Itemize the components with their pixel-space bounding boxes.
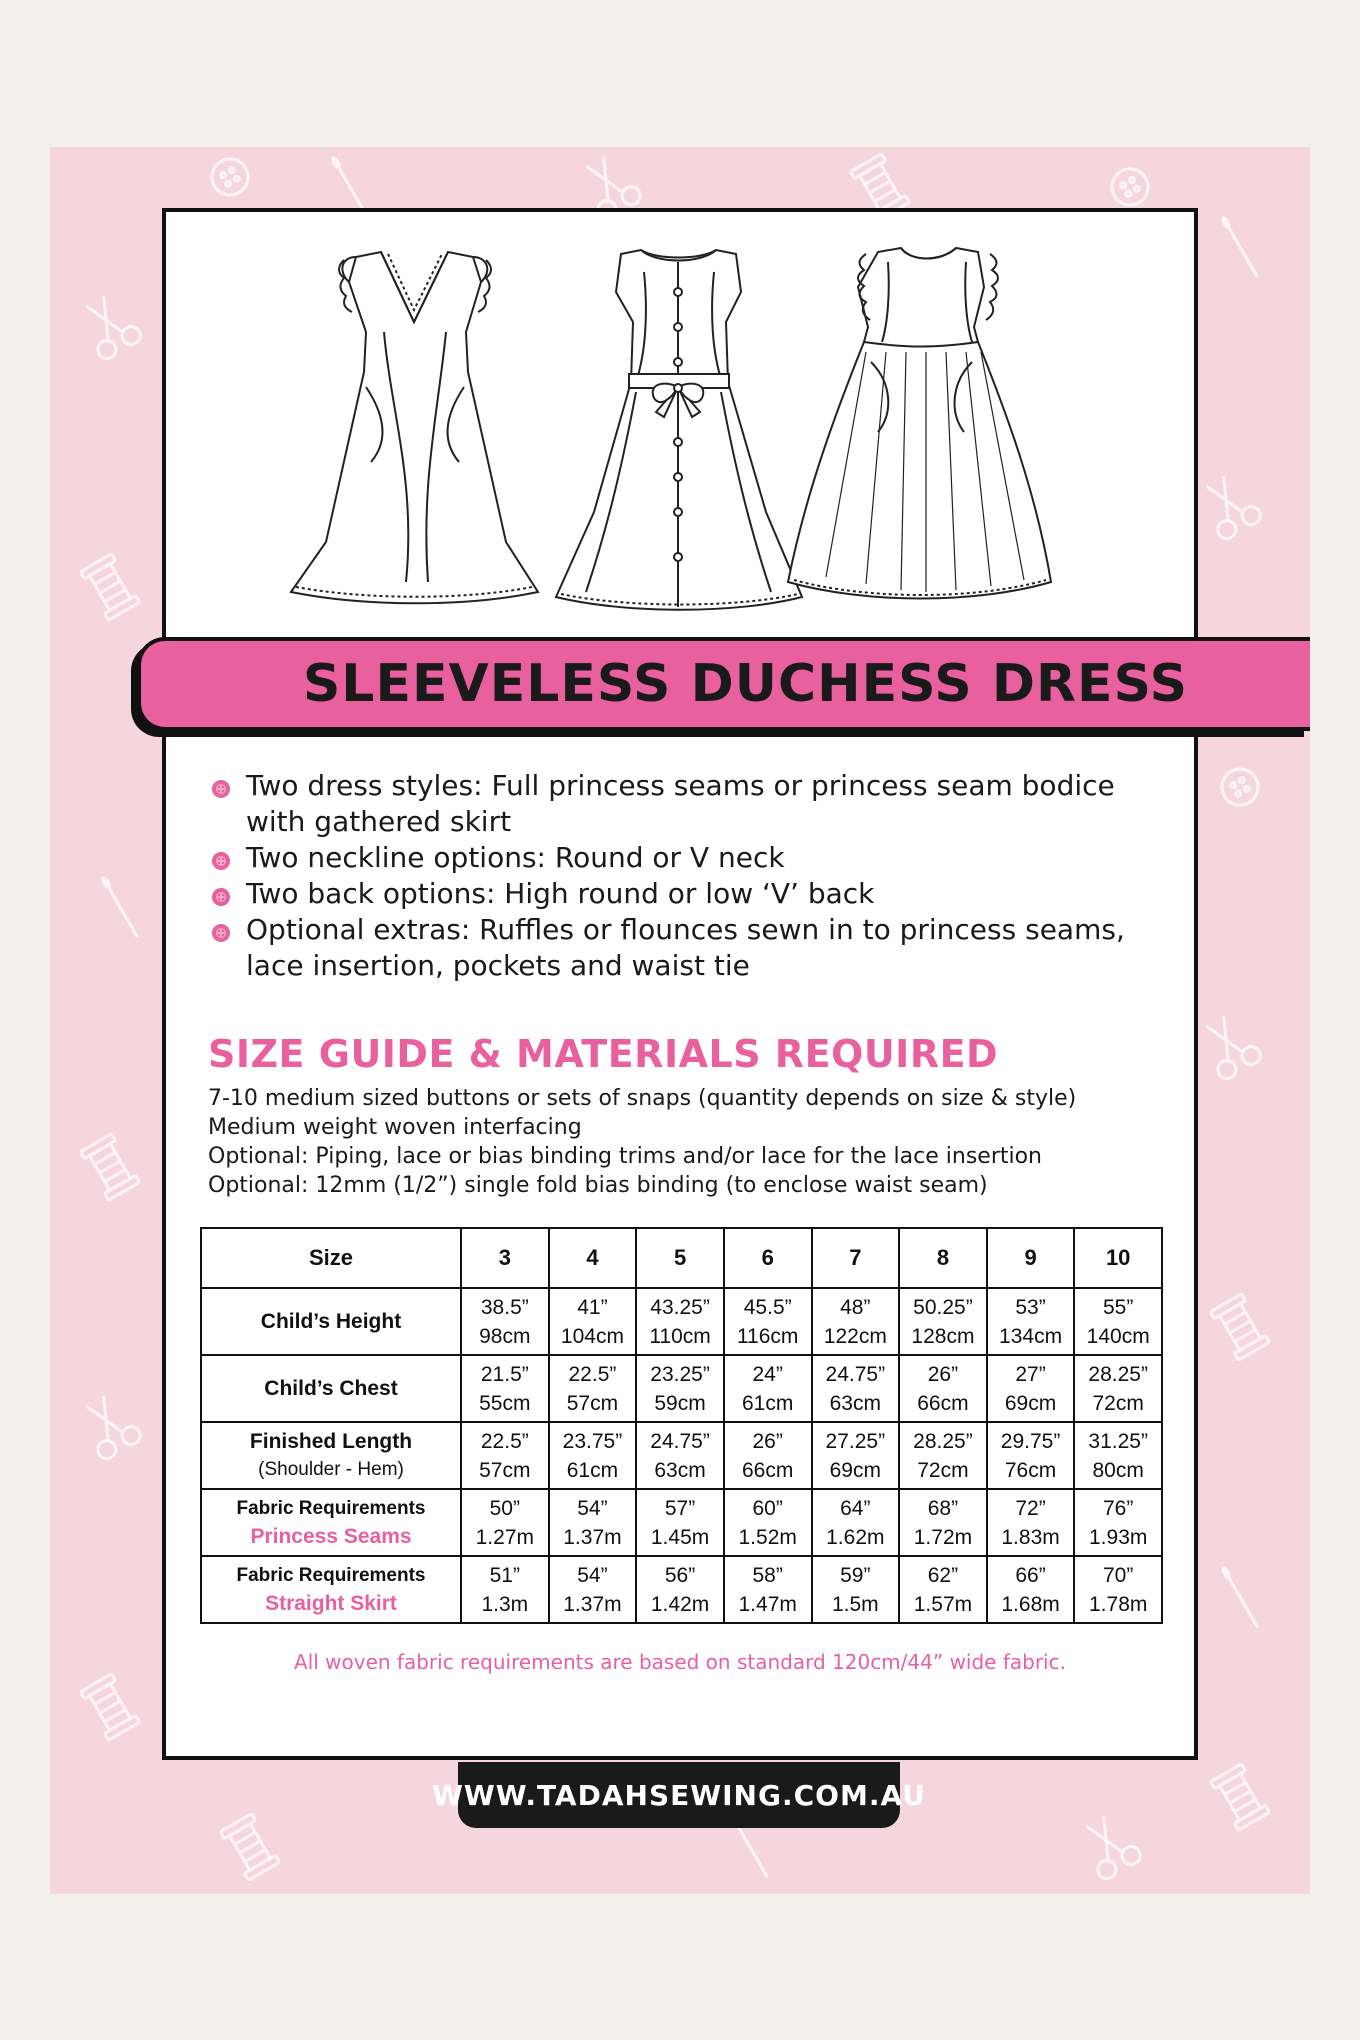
imperial-value: 55” [1103, 1295, 1134, 1319]
imperial-value: 50.25” [913, 1295, 973, 1319]
imperial-value: 23.75” [562, 1429, 623, 1453]
imperial-value: 64” [840, 1496, 871, 1520]
feature-text: Optional extras: Ruffles or flounces sewn in to princess seams, lace insertion, pockets and waist tie [246, 913, 1125, 982]
button-icon [1215, 762, 1264, 811]
imperial-value: 24” [752, 1362, 783, 1386]
table-cell [461, 1422, 549, 1489]
imperial-value: 54” [577, 1563, 608, 1587]
row-label: Child’s Chest [264, 1376, 398, 1400]
table-cell [987, 1422, 1075, 1489]
needle-icon [1221, 1566, 1259, 1629]
size-header: 9 [987, 1228, 1075, 1288]
metric-value: 72cm [1092, 1391, 1144, 1415]
button-icon [1105, 162, 1154, 211]
table-cell [461, 1556, 549, 1623]
feature-item [210, 876, 1170, 912]
scissors-icon [1195, 1010, 1263, 1082]
material-item: Medium weight woven interfacing [208, 1115, 582, 1140]
metric-value: 1.68m [1001, 1592, 1060, 1616]
table-cell [461, 1288, 549, 1355]
metric-value: 140cm [1086, 1324, 1150, 1348]
feature-item [210, 912, 1170, 984]
table-cell [549, 1355, 637, 1422]
size-guide-heading: SIZE GUIDE & MATERIALS REQUIRED [208, 1032, 999, 1076]
metric-value: 1.62m [826, 1525, 885, 1549]
spool-icon [80, 1674, 139, 1740]
feature-item [210, 840, 1170, 876]
imperial-value: 66” [1015, 1563, 1046, 1587]
imperial-value: 22.5” [568, 1362, 617, 1386]
table-cell [636, 1489, 724, 1556]
table-cell [461, 1489, 549, 1556]
imperial-value: 54” [577, 1496, 608, 1520]
table-cell [899, 1422, 987, 1489]
metric-value: 1.52m [738, 1525, 797, 1549]
metric-value: 61cm [742, 1391, 794, 1415]
table-cell [812, 1556, 900, 1623]
materials-list [208, 1084, 1168, 1200]
table-cell [724, 1355, 812, 1422]
size-header: 10 [1074, 1228, 1162, 1288]
row-sublabel: (Shoulder - Hem) [258, 1458, 404, 1480]
table-cell [812, 1489, 900, 1556]
metric-value: 1.5m [831, 1592, 879, 1616]
size-table [200, 1227, 1163, 1624]
imperial-value: 56” [664, 1563, 696, 1587]
table-cell [987, 1489, 1075, 1556]
metric-value: 1.47m [738, 1592, 797, 1616]
table-cell [899, 1489, 987, 1556]
metric-value: 76cm [1004, 1458, 1057, 1482]
row-label-cell [201, 1422, 461, 1489]
button-bullet-icon [210, 850, 232, 872]
needle-icon [1221, 216, 1259, 279]
table-cell [549, 1422, 637, 1489]
metric-value: 104cm [560, 1324, 624, 1348]
material-item: Optional: 12mm (1/2”) single fold bias binding (to enclose waist seam) [208, 1173, 988, 1198]
imperial-value: 43.25” [650, 1295, 710, 1319]
button-icon [205, 152, 254, 201]
table-cell [1074, 1355, 1162, 1422]
imperial-value: 60” [752, 1496, 783, 1520]
size-header: 3 [461, 1228, 549, 1288]
imperial-value: 53” [1015, 1295, 1046, 1319]
size-header: 4 [549, 1228, 637, 1288]
table-cell [724, 1288, 812, 1355]
row-sublabel: Princess Seams [250, 1524, 412, 1548]
metric-value: 134cm [999, 1324, 1063, 1348]
imperial-value: 48” [840, 1295, 871, 1319]
table-cell [461, 1355, 549, 1422]
metric-value: 128cm [911, 1324, 975, 1348]
row-label: Child’s Height [260, 1309, 402, 1333]
scissors-icon [1075, 1810, 1143, 1882]
table-cell [987, 1288, 1075, 1355]
size-header: 7 [812, 1228, 900, 1288]
material-item: 7-10 medium sized buttons or sets of snaps (quantity depends on size & style) [208, 1086, 1077, 1111]
feature-text: Two dress styles: Full princess seams or princess seam bodice with gathered skirt [246, 769, 1115, 838]
imperial-value: 23.25” [650, 1362, 710, 1386]
needle-icon [101, 876, 139, 939]
size-header: 6 [724, 1228, 812, 1288]
imperial-value: 24.75” [650, 1429, 710, 1453]
metric-value: 57cm [566, 1391, 619, 1415]
button-bullet-icon [210, 886, 232, 908]
metric-value: 1.37m [563, 1525, 622, 1549]
imperial-value: 50” [489, 1496, 520, 1520]
metric-value: 63cm [829, 1391, 881, 1415]
table-cell [724, 1422, 812, 1489]
metric-value: 72cm [917, 1458, 969, 1482]
metric-value: 116cm [736, 1324, 799, 1348]
table-cell [987, 1355, 1075, 1422]
row-label-cell [201, 1355, 461, 1422]
imperial-value: 58” [752, 1563, 783, 1587]
table-cell [1074, 1288, 1162, 1355]
table-cell [812, 1288, 900, 1355]
metric-value: 66cm [917, 1391, 969, 1415]
imperial-value: 31.25” [1088, 1429, 1148, 1453]
metric-value: 1.42m [650, 1592, 710, 1616]
table-cell [549, 1489, 637, 1556]
imperial-value: 21.5” [480, 1362, 529, 1386]
table-row [201, 1489, 1162, 1556]
row-sublabel: Straight Skirt [265, 1591, 397, 1615]
imperial-value: 26” [927, 1362, 959, 1386]
table-cell [1074, 1422, 1162, 1489]
spool-icon [80, 1134, 139, 1200]
table-cell [549, 1288, 637, 1355]
imperial-value: 57” [664, 1496, 696, 1520]
table-row [201, 1556, 1162, 1623]
website-badge[interactable] [432, 1762, 926, 1828]
table-cell [549, 1556, 637, 1623]
metric-value: 1.72m [913, 1525, 973, 1549]
imperial-value: 26” [752, 1429, 783, 1453]
imperial-value: 27.25” [825, 1429, 886, 1453]
table-cell [636, 1355, 724, 1422]
metric-value: 110cm [649, 1324, 711, 1348]
table-cell [724, 1556, 812, 1623]
size-header: 8 [899, 1228, 987, 1288]
table-cell [812, 1355, 900, 1422]
metric-value: 1.57m [913, 1592, 973, 1616]
imperial-value: 41” [577, 1295, 608, 1319]
table-cell [636, 1288, 724, 1355]
title-banner [137, 637, 1310, 731]
metric-value: 1.83m [1001, 1525, 1060, 1549]
row-label: Finished Length [249, 1429, 413, 1453]
scissors-icon [75, 290, 143, 362]
table-cell [636, 1422, 724, 1489]
scissors-icon [1195, 470, 1263, 542]
imperial-value: 24.75” [825, 1362, 886, 1386]
row-label-cell [201, 1556, 461, 1623]
table-cell [1074, 1556, 1162, 1623]
front-v-neck-dress-icon [291, 252, 538, 603]
imperial-value: 27” [1015, 1362, 1046, 1386]
imperial-value: 59” [840, 1563, 871, 1587]
imperial-value: 76” [1103, 1496, 1134, 1520]
imperial-value: 72” [1015, 1496, 1046, 1520]
front-ruffle-gathered-dress-icon [788, 248, 1051, 599]
button-bullet-icon [210, 778, 232, 800]
metric-value: 80cm [1092, 1458, 1144, 1482]
table-header-row [201, 1228, 1162, 1288]
metric-value: 1.78m [1089, 1592, 1148, 1616]
row-label: Fabric Requirements [236, 1497, 426, 1519]
metric-value: 61cm [566, 1458, 619, 1482]
table-row [201, 1422, 1162, 1489]
metric-value: 1.37m [563, 1592, 622, 1616]
spool-icon [220, 1814, 279, 1880]
scissors-icon [75, 1390, 143, 1462]
imperial-value: 70” [1103, 1563, 1134, 1587]
metric-value: 63cm [654, 1458, 706, 1482]
metric-value: 98cm [479, 1324, 531, 1348]
button-bullet-icon [210, 922, 232, 944]
spool-icon [1210, 1764, 1269, 1830]
footnote: All woven fabric requirements are based on standard 120cm/44” wide fabric. [294, 1650, 1066, 1674]
imperial-value: 29.75” [1000, 1429, 1061, 1453]
row-label-cell [201, 1288, 461, 1355]
table-cell [987, 1556, 1075, 1623]
metric-value: 57cm [479, 1458, 531, 1482]
imperial-value: 38.5” [480, 1295, 529, 1319]
table-cell [724, 1489, 812, 1556]
table-cell [899, 1355, 987, 1422]
metric-value: 1.3m [481, 1592, 529, 1616]
spool-icon [80, 554, 139, 620]
metric-value: 1.27m [475, 1525, 534, 1549]
imperial-value: 68” [927, 1496, 959, 1520]
table-cell [899, 1556, 987, 1623]
table-cell [899, 1288, 987, 1355]
imperial-value: 45.5” [743, 1295, 792, 1319]
metric-value: 1.93m [1089, 1525, 1148, 1549]
row-label: Fabric Requirements [236, 1564, 426, 1586]
metric-value: 69cm [1004, 1391, 1057, 1415]
material-item: Optional: Piping, lace or bias binding trims and/or lace for the lace insertion [208, 1144, 1043, 1169]
table-cell [1074, 1489, 1162, 1556]
metric-value: 122cm [823, 1324, 887, 1348]
metric-value: 59cm [654, 1391, 706, 1415]
imperial-value: 28.25” [1088, 1362, 1148, 1386]
imperial-value: 62” [927, 1563, 959, 1587]
imperial-value: 28.25” [913, 1429, 973, 1453]
page-title: SLEEVELESS DUCHESS DRESS [302, 654, 1189, 714]
back-button-bow-dress-icon [556, 250, 802, 610]
metric-value: 55cm [479, 1391, 531, 1415]
feature-text: Two neckline options: Round or V neck [246, 841, 785, 874]
imperial-value: 51” [489, 1563, 520, 1587]
size-column-header: Size [201, 1228, 461, 1288]
table-row [201, 1355, 1162, 1422]
imperial-value: 22.5” [480, 1429, 529, 1453]
feature-text: Two back options: High round or low ‘V’ back [246, 877, 875, 910]
dress-illustrations [166, 212, 1194, 642]
size-header: 5 [636, 1228, 724, 1288]
table-row [201, 1288, 1162, 1355]
table-cell [636, 1556, 724, 1623]
table-cell [812, 1422, 900, 1489]
website-link[interactable]: WWW.TADAHSEWING.COM.AU [432, 1778, 926, 1812]
metric-value: 69cm [829, 1458, 881, 1482]
metric-value: 1.45m [650, 1525, 710, 1549]
row-label-cell [201, 1489, 461, 1556]
metric-value: 66cm [742, 1458, 794, 1482]
feature-item [210, 768, 1170, 840]
feature-list [210, 768, 1170, 984]
spool-icon [1210, 1294, 1269, 1360]
